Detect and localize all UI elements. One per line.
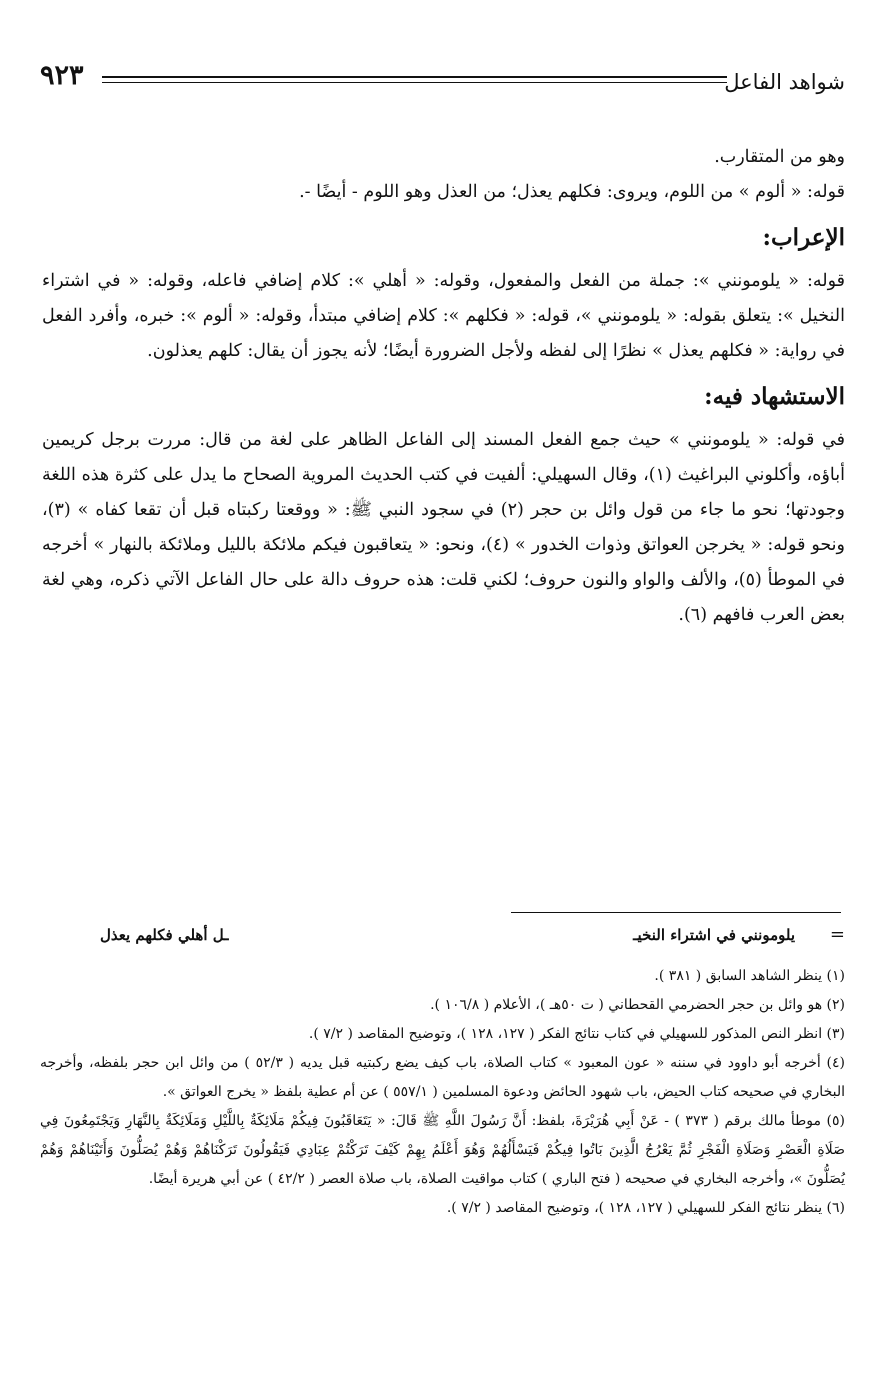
heading-irab: الإعراب:: [762, 224, 845, 251]
footnote-3: (٣) انظر النص المذكور للسهيلي في كتاب نتائج الفكر ( ١٢٧، ١٢٨ )، وتوضيح المقاصد ( ٧/٢ ).: [308, 1026, 845, 1042]
paragraph-istishhad: في قوله: « يلومونني » حيث جمع الفعل المسند إلى الفاعل الظاهر على لغة من قال: مررت برجل كريمين أباؤه، وأكلوني البراغيث (١)، وقال السهيلي: ألفيت في كتب الحديث المروية الصحاح ما يدل على كثرة هذه اللغة وجودتها؛ نحو ما جاء من قول وائل بن حجر (٢) في سجود النبي ﷺ: « ووقعتا ركبتاه قبل أن تقعا كفاه » (٣)، ونحو قوله: « يخرجن العواتق وذوات الخدور » (٤)، ونحو: « يتعاقبون فيكم ملائكة بالليل وملائكة بالنهار » أخرجه في الموطأ (٥)، والألف والواو والنون حروف؛ لكني قلت: هذه حروف دالة على حال الفاعل الآتي ذكره، وهي لغة بعض العرب فافهم (٦).: [42, 430, 846, 625]
footnote-1: (١) ينظر الشاهد السابق ( ٣٨١ ).: [654, 968, 845, 984]
footnotes: [40, 962, 845, 1223]
paragraph-word-note: قوله: « ألوم » من اللوم، ويروى: فكلهم يعذل؛ من العذل وهو اللوم - أيضًا -.: [299, 182, 845, 202]
verse-second-hemistich: ـل أهلي فكلهم يعذل: [100, 926, 229, 944]
footnote-2: (٢) هو وائل بن حجر الحضرمي القحطاني ( ت ٥٠هـ )، الأعلام ( ١٠٦/٨ ).: [430, 997, 845, 1013]
footnote-5: (٥) موطأ مالك برقم ( ٣٧٣ ) - عَنْ أَبِي هُرَيْرَةَ، بلفظ: أَنَّ رَسُولَ اللَّهِ ﷺ قَالَ: « يَتَعَاقَبُونَ فِيكُمْ مَلَائِكَةٌ بِاللَّيْلِ وَمَلَائِكَةٌ بِالنَّهَارِ وَيَجْتَمِعُونَ فِي صَلَاةِ الْعَصْرِ وَصَلَاةِ الْفَجْرِ ثُمَّ يَعْرُجُ الَّذِينَ بَاتُوا فِيكُمْ فَيَسْأَلُهُمْ وَهُوَ أَعْلَمُ بِهِمْ كَيْفَ تَرَكْتُمْ عِبَادِي فَيَقُولُونَ تَرَكْنَاهُمْ وَهُمْ يُصَلُّونَ وَأَتَيْنَاهُمْ وَهُمْ يُصَلُّونَ »، وأخرجه البخاري في صحيحه ( فتح الباري ) كتاب مواقيت الصلاة، باب صلاة العصر ( ٤٢/٢ ) عن أبي هريرة أيضًا.: [40, 1113, 845, 1187]
heading-istishhad: الاستشهاد فيه:: [704, 383, 845, 410]
page-header: [40, 58, 845, 108]
paragraph-irab: قوله: « يلومونني »: جملة من الفعل والمفعول، وقوله: « أهلي »: كلام إضافي فاعله، وقوله: « في اشتراء النخيل »: يتعلق بقوله: « يلومونني »، قوله: « فكلهم »: كلام إضافي مبتدأ، وقوله: « ألوم »: خبره، وأفرد الفعل في رواية: « فكلهم يعذل » نظرًا إلى لفظه ولأجل الضرورة أيضًا؛ لأنه يجوز أن يقال: كلهم يعذلون.: [42, 271, 845, 361]
verse-line: [90, 924, 845, 950]
page-number: ٩٢٣: [40, 60, 84, 91]
header-rule: [102, 76, 727, 83]
running-title: شواهد الفاعل: [724, 70, 845, 94]
continuation-marker: =: [829, 924, 845, 945]
verse-first-hemistich: يلومونني في اشتراء النخيـ: [633, 926, 795, 944]
footnote-4: (٤) أخرجه أبو داوود في سننه « عون المعبود » كتاب الصلاة، باب كيف يضع ركبتيه قبل يديه ( ٥٢/٣ ) من وائل ابن حجر بلفظه، وأخرجه البخاري في صحيحه كتاب الحيض، باب شهود الحائض ودعوة المسلمين ( ٥٥٧/١ ) عن أم عطية بلفظ « يخرج العواتق ».: [40, 1055, 846, 1100]
main-text: [42, 140, 845, 633]
footnote-6: (٦) ينظر نتائج الفكر للسهيلي ( ١٢٧، ١٢٨ )، وتوضيح المقاصد ( ٧/٢ ).: [446, 1200, 845, 1216]
paragraph-meter: وهو من المتقارب.: [714, 147, 845, 167]
footnote-separator: [511, 912, 841, 913]
